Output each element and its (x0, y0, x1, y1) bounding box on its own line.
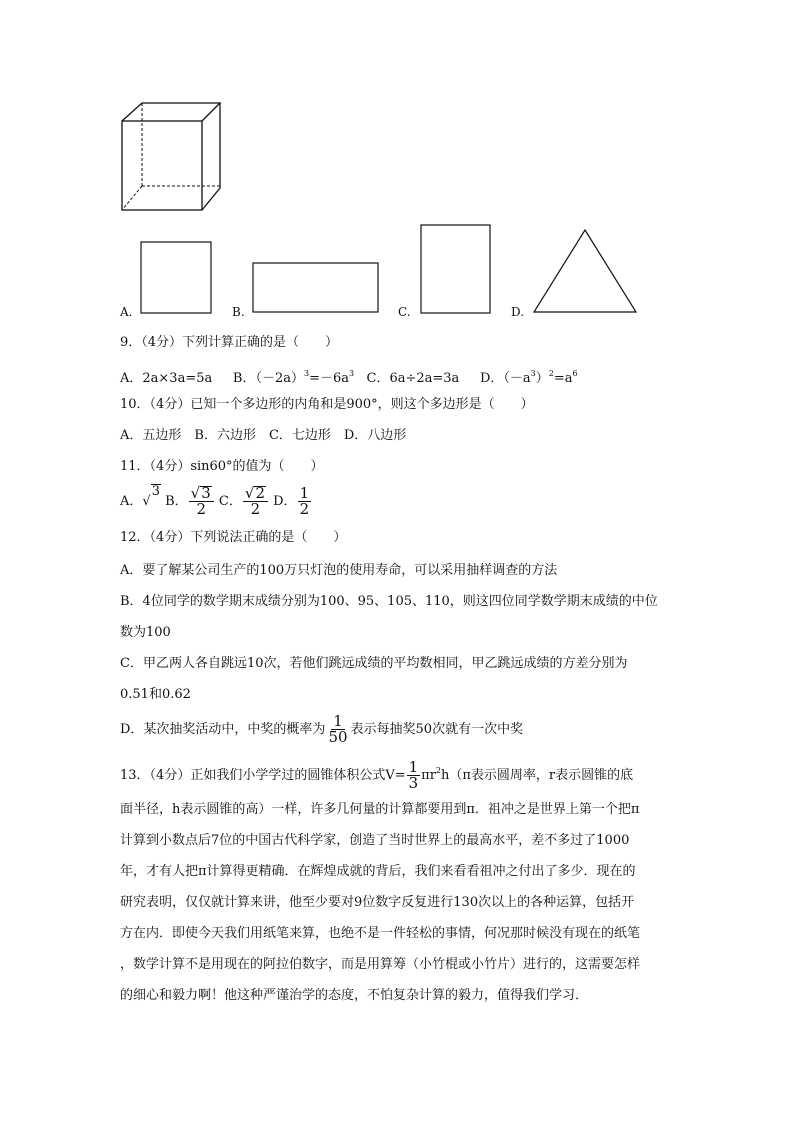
question-9-stem: 9．（4分）下列计算正确的是（ ） (120, 335, 339, 350)
fraction: √ 2 2 (243, 486, 268, 517)
q13-line-8: 的细心和毅力啊！他这种严谨治学的态度，不怕复杂计算的毅力，值得我们学习． (120, 988, 589, 1003)
q9-option-d: D．$(-a^3)^2=a^6$ (479, 369, 578, 386)
q11-option-a: A．√ 3 (120, 494, 161, 509)
question-11-options (120, 484, 312, 520)
q13-line-3: 计算到小数点后7位的中国古代科学家，创造了当时世界上的最高水平，差不多过了1000 (120, 833, 630, 848)
q13-line-1: 13．（4分）正如我们小学学过的圆锥体积公式V= $\frac{1}{3}$ $\pi r^2h(\pi$表示圆周率，r表示圆锥的底 (120, 758, 634, 792)
q13-line-5: 研究表明，仅仅就计算来讲，他至少要对9位数字反复进行130次以上的各种运算，包括开 (120, 895, 635, 910)
question-11-stem: 11．（4分）sin60°的值为（ ） (120, 459, 324, 474)
q12-option-d: D．某次抽奖活动中，中奖的概率为 $\frac{1}{50}$ 表示每抽奖50次就有一次中奖 (120, 712, 524, 746)
option-a-square-figure (140, 241, 212, 315)
q12-option-c-line2: 0.51和0.62 (120, 687, 191, 702)
option-d-label: D. (511, 305, 525, 319)
cuboid-figure (116, 100, 228, 215)
q11-option-b: B． √ 3 2 (165, 494, 215, 509)
q9-option-c: C．6a÷2a=3a (366, 371, 460, 386)
q13-line-2: 面半径，h表示圆锥的高）一样，许多几何量的计算都要用到π．祖冲之是世界上第一个把π (120, 802, 640, 817)
question-9-options (120, 366, 578, 387)
sqrt-symbol: √ 3 (142, 484, 160, 509)
q12-option-c-line1: C．甲乙两人各自跳远10次，若他们跳远成绩的平均数相同，甲乙跳远成绩的方差分别为 (120, 656, 628, 671)
option-a-label: A. (120, 305, 133, 319)
option-c-tall-rectangle-figure (420, 224, 492, 316)
q9-option-a: A．2a×3a=5a (120, 371, 213, 386)
option-c-label: C. (398, 305, 411, 319)
option-b-label: B. (232, 305, 245, 319)
q11-option-c: C． √ 2 2 (219, 494, 269, 509)
q9-option-b: B．$(-2a)^3=-6a^3$ (232, 369, 355, 386)
q11-option-d: D． $\frac{1}{2}$ (273, 484, 310, 518)
q13-line-7: ，数学计算不是用现在的阿拉伯数字，而是用算筹（小竹棍或小竹片）进行的，这需要怎样 (120, 957, 641, 972)
fraction: $\frac{1}{3}$ (408, 758, 419, 792)
q13-line-6: 方在内．即使今天我们用纸笔来算，也绝不是一件轻松的事情，何况那时候没有现在的纸笔 (120, 926, 641, 941)
question-12-stem: 12．（4分）下列说法正确的是（ ） (120, 530, 347, 545)
question-10-stem: 10．（4分）已知一个多边形的内角和是900°，则这个多边形是（ ） (120, 397, 534, 412)
question-10-options: A．五边形 B．六边形 C．七边形 D．八边形 (120, 428, 407, 443)
fraction: $\frac{1}{50}$ (328, 712, 348, 746)
q12-option-b-line1: B．4位同学的数学期末成绩分别为100、95、105、110，则这四位同学数学期末成绩的中位 (120, 594, 658, 609)
q13-line-4: 年，才有人把π计算得更精确．在辉煌成就的背后，我们来看看祖冲之付出了多少．现在的 (120, 864, 636, 879)
q12-option-b-line2: 数为100 (120, 625, 171, 640)
option-b-rectangle-figure (252, 262, 380, 314)
option-d-triangle-figure (532, 228, 638, 314)
fraction: √ 3 2 (189, 486, 214, 517)
q12-option-a: A．要了解某公司生产的100万只灯泡的使用寿命，可以采用抽样调查的方法 (120, 563, 558, 578)
fraction: $\frac{1}{2}$ (299, 484, 310, 518)
